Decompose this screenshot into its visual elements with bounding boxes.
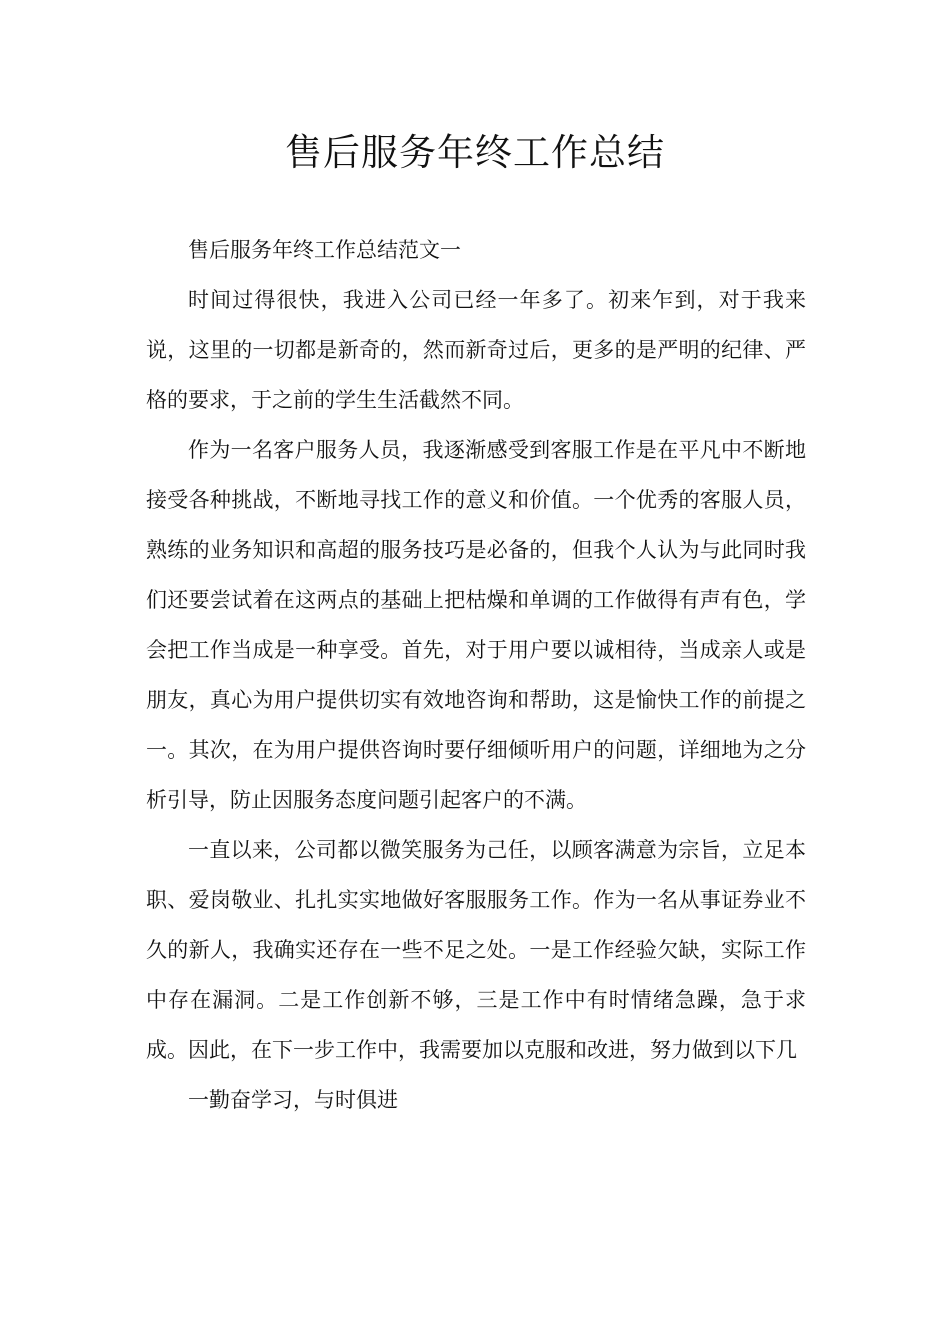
paragraph: 一直以来，公司都以微笑服务为己任，以顾客满意为宗旨，立足本职、爱岗敬业、扎扎实实地做好客服服务工作。作为一名从事证券业不久的新人，我确实还存在一些不足之处。一是工作经验欠缺，实际工作中存在漏洞。二是工作创新不够，三是工作中有时情绪急躁，急于求成。因此，在下一步工作中，我需要加以克服和改进，努力做到以下几 <box>146 838 806 1062</box>
section-heading: 售后服务年终工作总结范文一 <box>188 238 461 262</box>
paragraph: 时间过得很快，我进入公司已经一年多了。初来乍到，对于我来说，这里的一切都是新奇的，然而新奇过后，更多的是严明的纪律、严格的要求，于之前的学生生活截然不同。 <box>146 288 806 412</box>
document-body <box>146 225 806 1125</box>
subheading: 一勤奋学习，与时俱进 <box>188 1088 398 1112</box>
paragraph: 作为一名客户服务人员，我逐渐感受到客服工作是在平凡中不断地接受各种挑战，不断地寻找工作的意义和价值。一个优秀的客服人员，熟练的业务知识和高超的服务技巧是必备的，但我个人认为与此同时我们还要尝试着在这两点的基础上把枯燥和单调的工作做得有声有色，学会把工作当成是一种享受。首先，对于用户要以诚相待，当成亲人或是朋友，真心为用户提供切实有效地咨询和帮助，这是愉快工作的前提之一。其次，在为用户提供咨询时要仔细倾听用户的问题，详细地为之分析引导，防止因服务态度问题引起客户的不满。 <box>146 438 806 812</box>
document-title: 售后服务年终工作总结 <box>285 131 665 174</box>
